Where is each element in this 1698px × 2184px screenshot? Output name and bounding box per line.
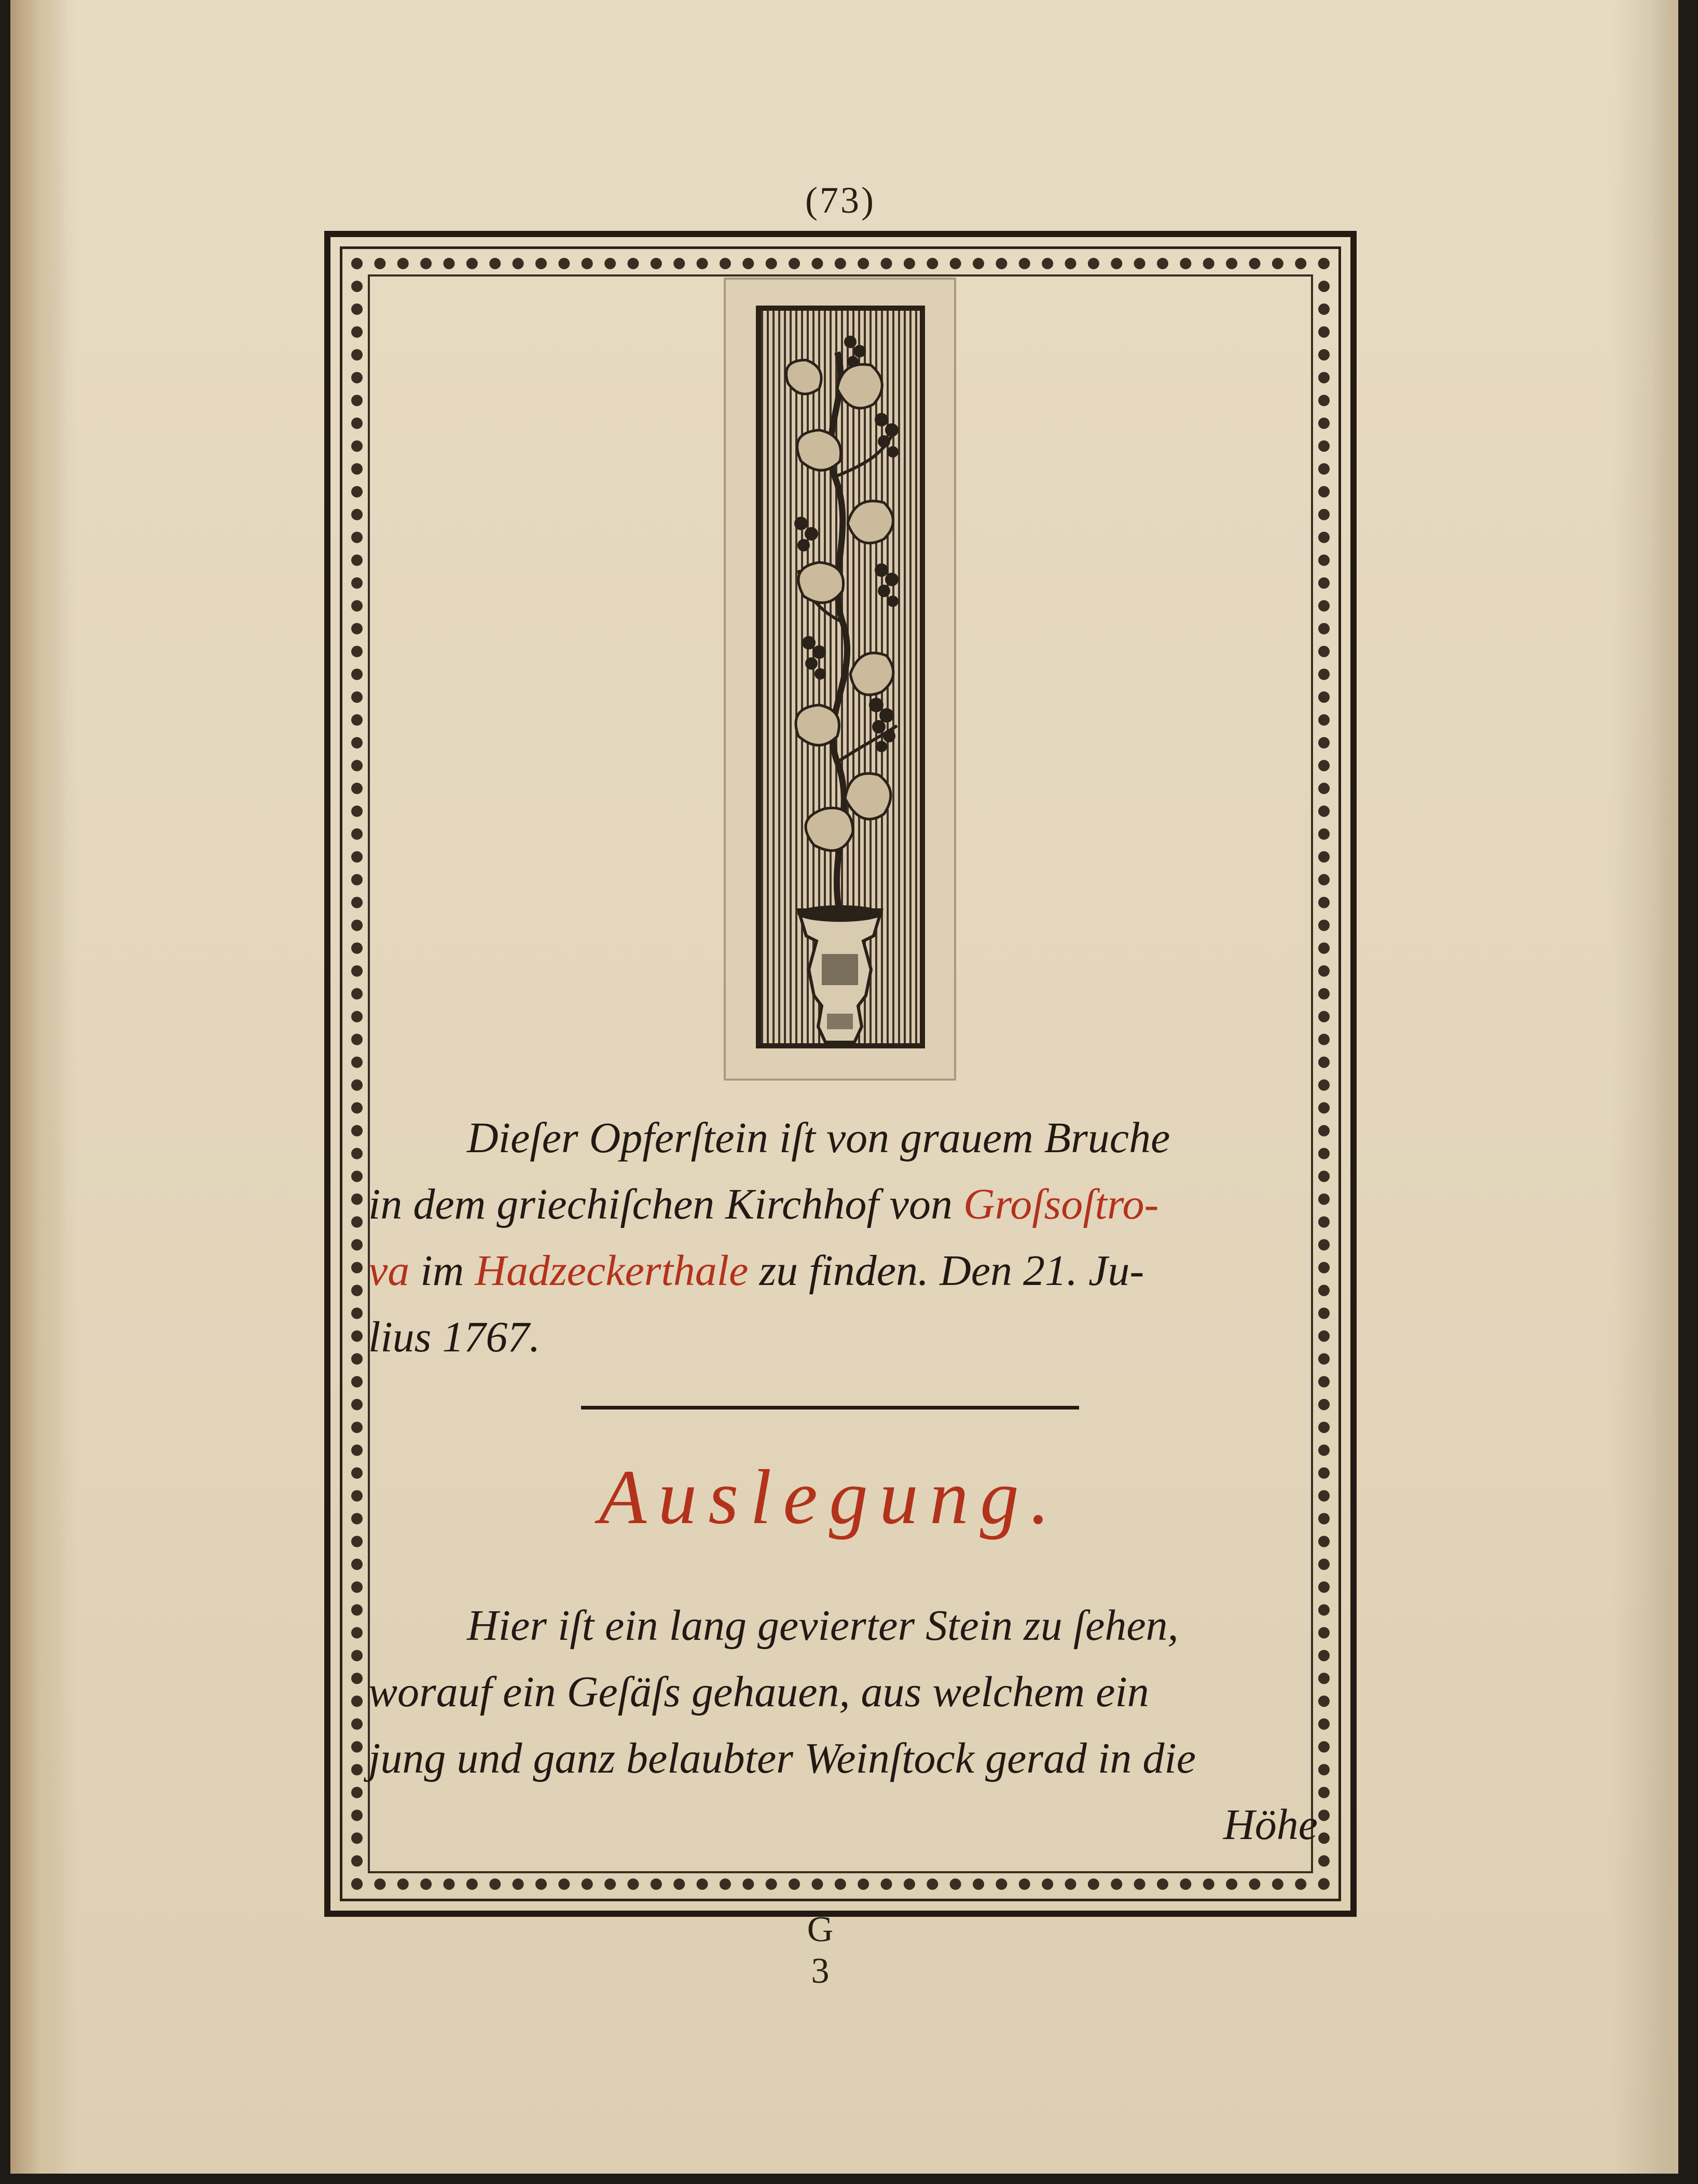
body-line: jung und ganz belaubter Weinſtock gerad in die xyxy=(368,1734,1196,1782)
page-number: (73) xyxy=(805,179,876,221)
vine-in-vase-engraving-icon xyxy=(726,280,954,1079)
body-paragraph xyxy=(368,1593,1318,1858)
caption-paragraph xyxy=(368,1105,1318,1371)
signature-mark: G 3 xyxy=(807,1910,843,1991)
body-line: Hier iſt ein lang gevierter Stein zu ſehen, xyxy=(467,1601,1179,1650)
caption-line: lius 1767. xyxy=(368,1313,541,1361)
section-heading: Auslegung. xyxy=(599,1454,1061,1540)
place-name-red: Groſsoſtro- xyxy=(963,1180,1159,1228)
book-page xyxy=(10,0,1678,2174)
section-divider xyxy=(581,1406,1079,1409)
caption-line: va im Hadzeckerthale zu finden. Den 21. Ju- xyxy=(368,1247,1144,1295)
body-line: worauf ein Geſäſs gehauen, aus welchem ein xyxy=(368,1668,1149,1716)
engraving-plate xyxy=(724,278,956,1081)
catchword: Höhe xyxy=(1223,1801,1318,1849)
caption-line: in dem griechiſchen Kirchhof von Groſsoſtro- xyxy=(368,1180,1159,1228)
page-gutter xyxy=(10,0,67,2174)
place-name-red: va xyxy=(368,1247,410,1295)
caption-line: Dieſer Opferſtein iſt von grauem Bruche xyxy=(467,1114,1170,1162)
valley-name-red: Hadzeckerthale xyxy=(475,1247,749,1295)
page-edge xyxy=(1652,0,1678,2174)
